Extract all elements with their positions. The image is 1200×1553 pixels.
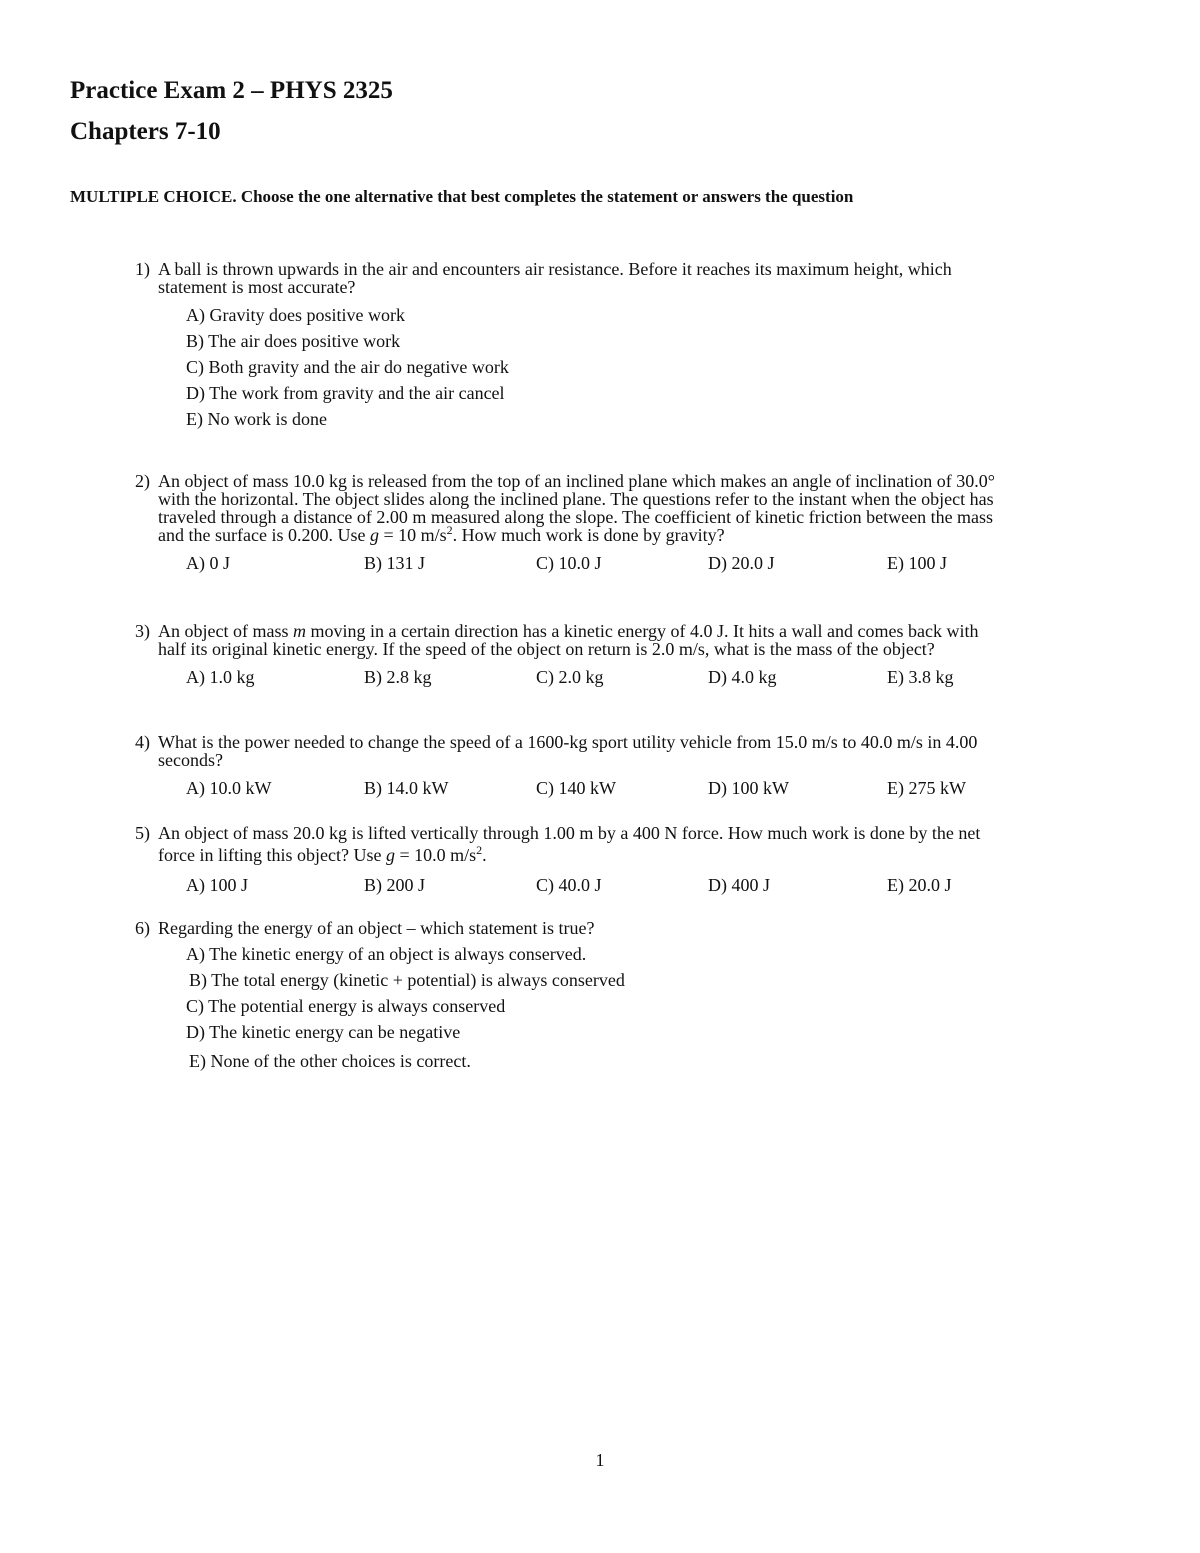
answer-options [135, 664, 1005, 690]
instructions-lead: MULTIPLE CHOICE. [70, 187, 237, 206]
question-1 [135, 260, 1005, 432]
option-d[interactable]: D) 100 kW [708, 778, 789, 798]
option-a[interactable]: A) 100 J [186, 875, 248, 895]
question-text: Regarding the energy of an object – which statement is true? [158, 918, 595, 938]
option-e[interactable]: E) No work is done [186, 409, 327, 429]
option-e[interactable]: E) None of the other choices is correct. [189, 1051, 471, 1071]
option-b[interactable]: B) 14.0 kW [364, 778, 449, 798]
option-a[interactable]: A) Gravity does positive work [186, 305, 405, 325]
question-number: 5) [135, 823, 150, 843]
variable-g: g [385, 845, 395, 865]
option-d[interactable]: D) 4.0 kg [708, 667, 777, 687]
question-text-part3: . How much work is done by gravity? [452, 525, 725, 545]
option-d[interactable]: D) 400 J [708, 875, 770, 895]
option-c[interactable]: C) 2.0 kg [536, 667, 604, 687]
page-number: 1 [595, 1450, 605, 1470]
option-c[interactable]: C) 10.0 J [536, 553, 602, 573]
option-a[interactable]: A) 1.0 kg [186, 667, 255, 687]
question-6 [135, 919, 1005, 1074]
page-subtitle: Chapters 7-10 [70, 118, 221, 145]
question-text: A ball is thrown upwards in the air and encounters air resistance. Before it reaches its maximum height, which statement is most accurate? [158, 259, 952, 297]
option-c[interactable]: C) Both gravity and the air do negative work [186, 357, 509, 377]
question-text-part2: moving in a certain direction has a kinetic energy of 4.0 J. It hits a wall and comes back with half its original kinetic energy. If the speed of the object on return is 2.0 m/s, what is the mass of the object? [158, 621, 979, 659]
option-b[interactable]: B) 131 J [364, 553, 426, 573]
answer-options [135, 775, 1005, 801]
option-a[interactable]: A) The kinetic energy of an object is always conserved. [186, 944, 587, 964]
option-e[interactable]: E) 20.0 J [887, 875, 952, 895]
option-a[interactable]: A) 10.0 kW [186, 778, 272, 798]
option-b[interactable]: B) The air does positive work [186, 331, 401, 351]
question-number: 6) [135, 918, 150, 938]
variable-m: m [292, 621, 306, 641]
variable-g: g [369, 525, 379, 545]
question-text-part3: . [482, 845, 487, 865]
option-e[interactable]: E) 100 J [887, 553, 947, 573]
option-d[interactable]: D) The kinetic energy can be negative [186, 1022, 461, 1042]
answer-options [135, 302, 1005, 432]
answer-options [135, 872, 1005, 898]
answer-options [135, 941, 1005, 1074]
superscript: 2 [476, 843, 483, 857]
question-text-part2: = 10 m/s [378, 525, 447, 545]
question-text-part1: An object of mass [158, 621, 293, 641]
option-b[interactable]: B) The total energy (kinetic + potential) is always conserved [189, 970, 625, 990]
answer-options [135, 550, 1005, 576]
instructions [70, 186, 853, 208]
question-3 [135, 622, 1005, 690]
option-d[interactable]: D) The work from gravity and the air cancel [186, 383, 505, 403]
option-b[interactable]: B) 200 J [364, 875, 426, 895]
question-stem [135, 472, 1005, 544]
question-stem [135, 822, 1005, 866]
question-4 [135, 733, 1005, 801]
option-c[interactable]: C) The potential energy is always conserved [186, 996, 506, 1016]
question-number: 2) [135, 471, 150, 491]
question-stem [135, 622, 1005, 658]
page-title: Practice Exam 2 – PHYS 2325 [70, 77, 393, 104]
option-e[interactable]: E) 3.8 kg [887, 667, 954, 687]
option-a[interactable]: A) 0 J [186, 553, 230, 573]
option-b[interactable]: B) 2.8 kg [364, 667, 432, 687]
option-c[interactable]: C) 140 kW [536, 778, 616, 798]
question-stem [135, 260, 1005, 296]
instructions-text: Choose the one alternative that best completes the statement or answers the question [240, 187, 854, 206]
option-d[interactable]: D) 20.0 J [708, 553, 775, 573]
question-stem [135, 733, 1005, 769]
superscript: 2 [446, 523, 453, 537]
question-text-part2: = 10.0 m/s [394, 845, 477, 865]
question-text-part1: An object of mass 10.0 kg is released from the top of an inclined plane which makes an angle of inclination of 30.0° with the horizontal. The object slides along the inclined plane. The questions refer to the instant when the object has traveled through a distance of 2.00 m measured along the slope. The coefficient of kinetic friction between the mass and the surface is 0.200. Use [158, 471, 995, 545]
question-text-part1: An object of mass 20.0 kg is lifted vertically through 1.00 m by a 400 N force. How much work is done by the net force in lifting this object? Use [158, 823, 981, 865]
question-number: 4) [135, 732, 150, 752]
option-c[interactable]: C) 40.0 J [536, 875, 602, 895]
question-number: 1) [135, 259, 150, 279]
question-text: What is the power needed to change the speed of a 1600-kg sport utility vehicle from 15.0 m/s to 40.0 m/s in 4.00 seconds? [158, 732, 978, 770]
question-2 [135, 472, 1005, 576]
option-e[interactable]: E) 275 kW [887, 778, 966, 798]
question-5 [135, 822, 1005, 898]
question-stem [135, 919, 1005, 937]
question-number: 3) [135, 621, 150, 641]
